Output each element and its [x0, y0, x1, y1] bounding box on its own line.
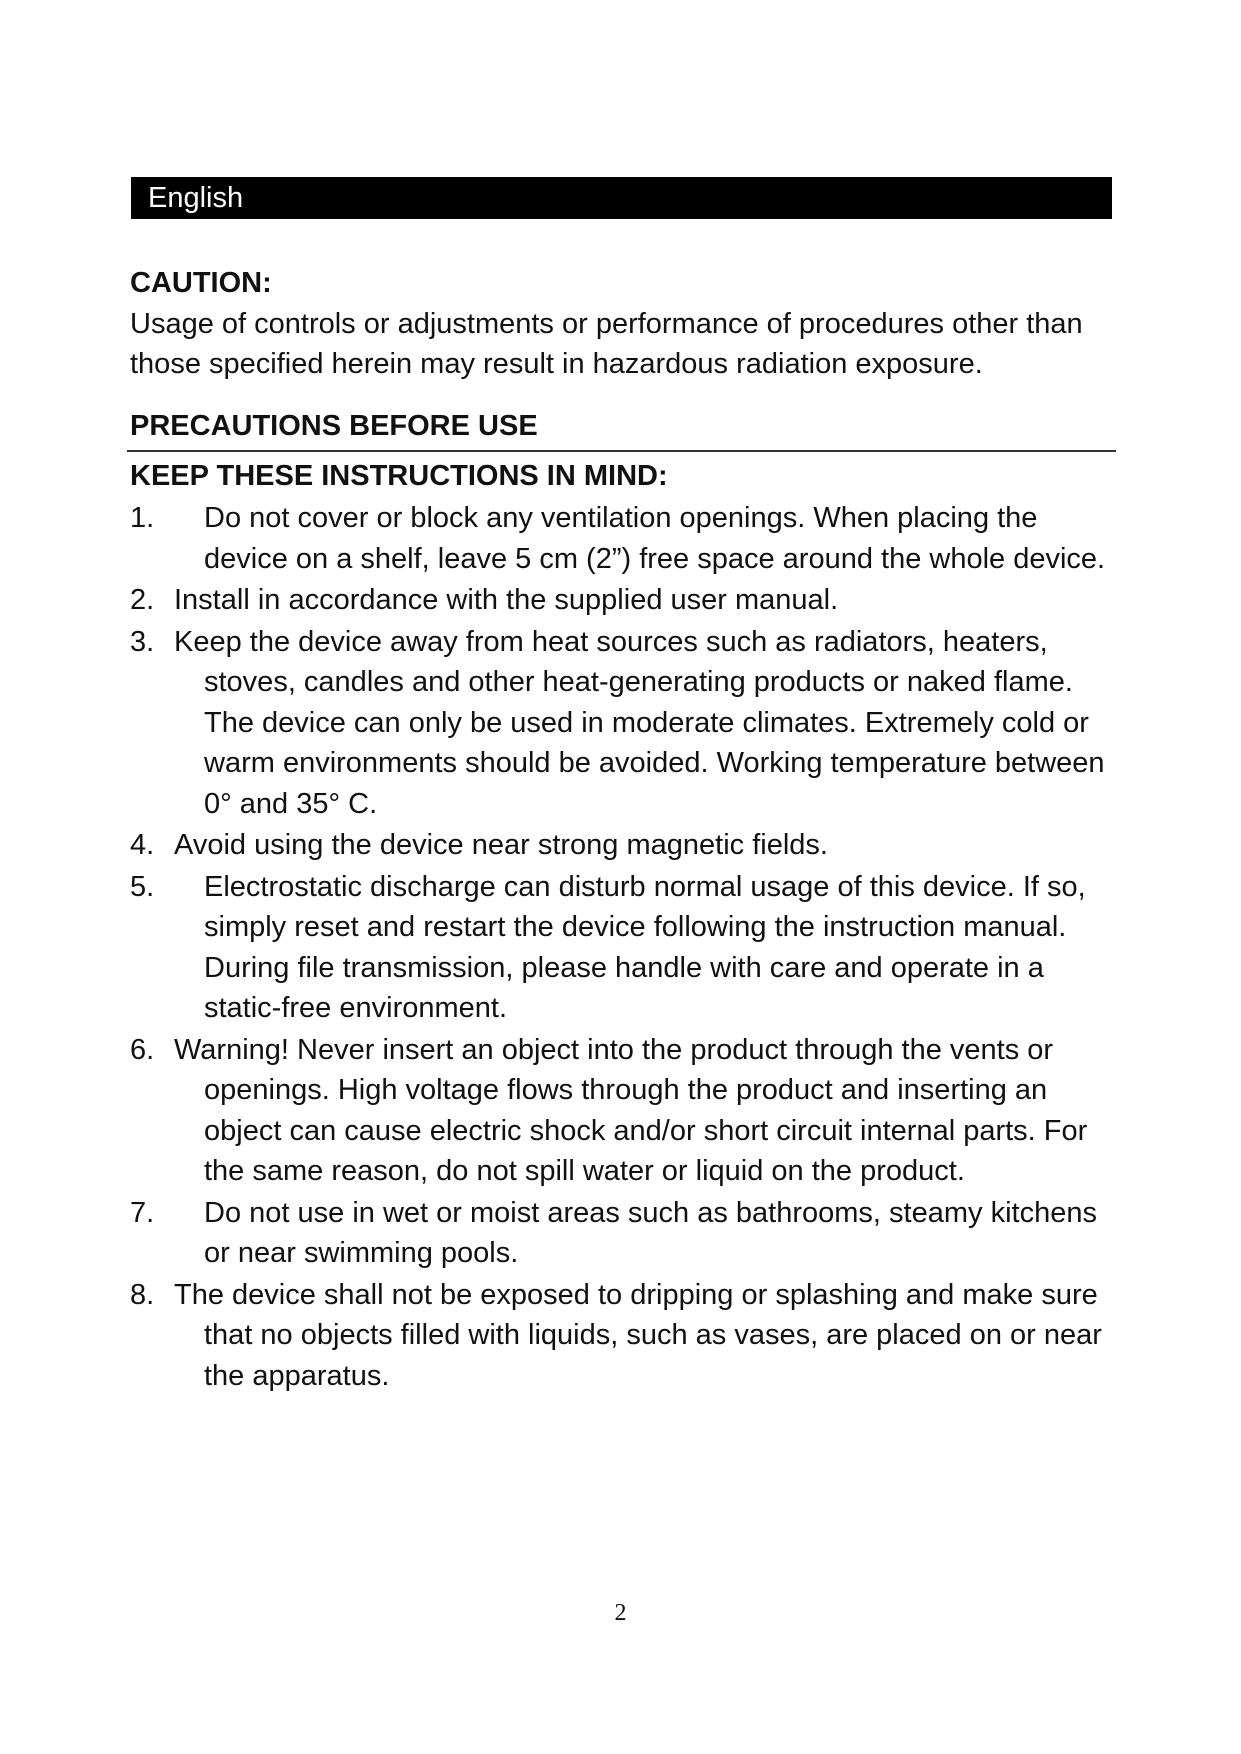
section-divider	[127, 450, 1116, 452]
language-label: English	[148, 182, 244, 214]
caution-heading: CAUTION:	[130, 267, 272, 299]
list-item-number: 1.	[130, 502, 155, 534]
list-item	[130, 1030, 1115, 1192]
precautions-list	[130, 498, 1115, 1396]
list-item-text: The device shall not be exposed to dripping or splashing and make sure that no objects filled with liquids, such as vases, are placed on or near the apparatus.	[174, 1278, 1102, 1392]
list-item-text: Install in accordance with the supplied user manual.	[174, 584, 839, 616]
list-item	[130, 580, 1115, 621]
list-item-number: 2.	[130, 584, 155, 616]
list-item-text: Keep the device away from heat sources such as radiators, heaters, stoves, candles and other heat-generating products or naked flame. The device can only be used in moderate climates. Extremely cold or warm environments should be avoided. Working temperature between 0° and 35° C.	[174, 625, 1105, 820]
list-item	[130, 1275, 1115, 1397]
list-item	[130, 825, 1115, 866]
list-item-text: Warning! Never insert an object into the product through the vents or openings. High voltage flows through the product and inserting an object can cause electric shock and/or short circuit internal parts. For the same reason, do not spill water or liquid on the product.	[174, 1033, 1088, 1187]
language-header-bar	[131, 177, 1112, 219]
list-item	[130, 498, 1115, 579]
list-item-number: 8.	[130, 1278, 155, 1311]
list-item-text: Do not cover or block any ventilation openings. When placing the device on a shelf, leave 5 cm (2”) free space around the whole device.	[204, 502, 1106, 575]
caution-paragraph: Usage of controls or adjustments or performance of procedures other than those specified herein may result in hazardous radiation exposure.	[130, 308, 1083, 380]
document-body	[130, 262, 1115, 1397]
instructions-subheading: KEEP THESE INSTRUCTIONS IN MIND:	[130, 460, 668, 492]
list-item-number: 5.	[130, 870, 155, 903]
list-item-text: Do not use in wet or moist areas such as bathrooms, steamy kitchens or near swimming pools.	[204, 1196, 1097, 1269]
list-item-number: 3.	[130, 625, 155, 658]
page-number: 2	[614, 1600, 627, 1626]
list-item-number: 4.	[130, 829, 155, 861]
precautions-heading: PRECAUTIONS BEFORE USE	[130, 410, 538, 442]
list-item-number: 6.	[130, 1033, 155, 1066]
list-item-text: Avoid using the device near strong magnetic fields.	[174, 829, 828, 861]
list-item-text: Electrostatic discharge can disturb normal usage of this device. If so, simply reset and restart the device following the instruction manual. During file transmission, please handle with care and operate in a static-free environment.	[204, 870, 1086, 1024]
list-item	[130, 1193, 1115, 1274]
list-item	[130, 867, 1115, 1029]
list-item	[130, 622, 1115, 825]
list-item-number: 7.	[130, 1196, 155, 1229]
